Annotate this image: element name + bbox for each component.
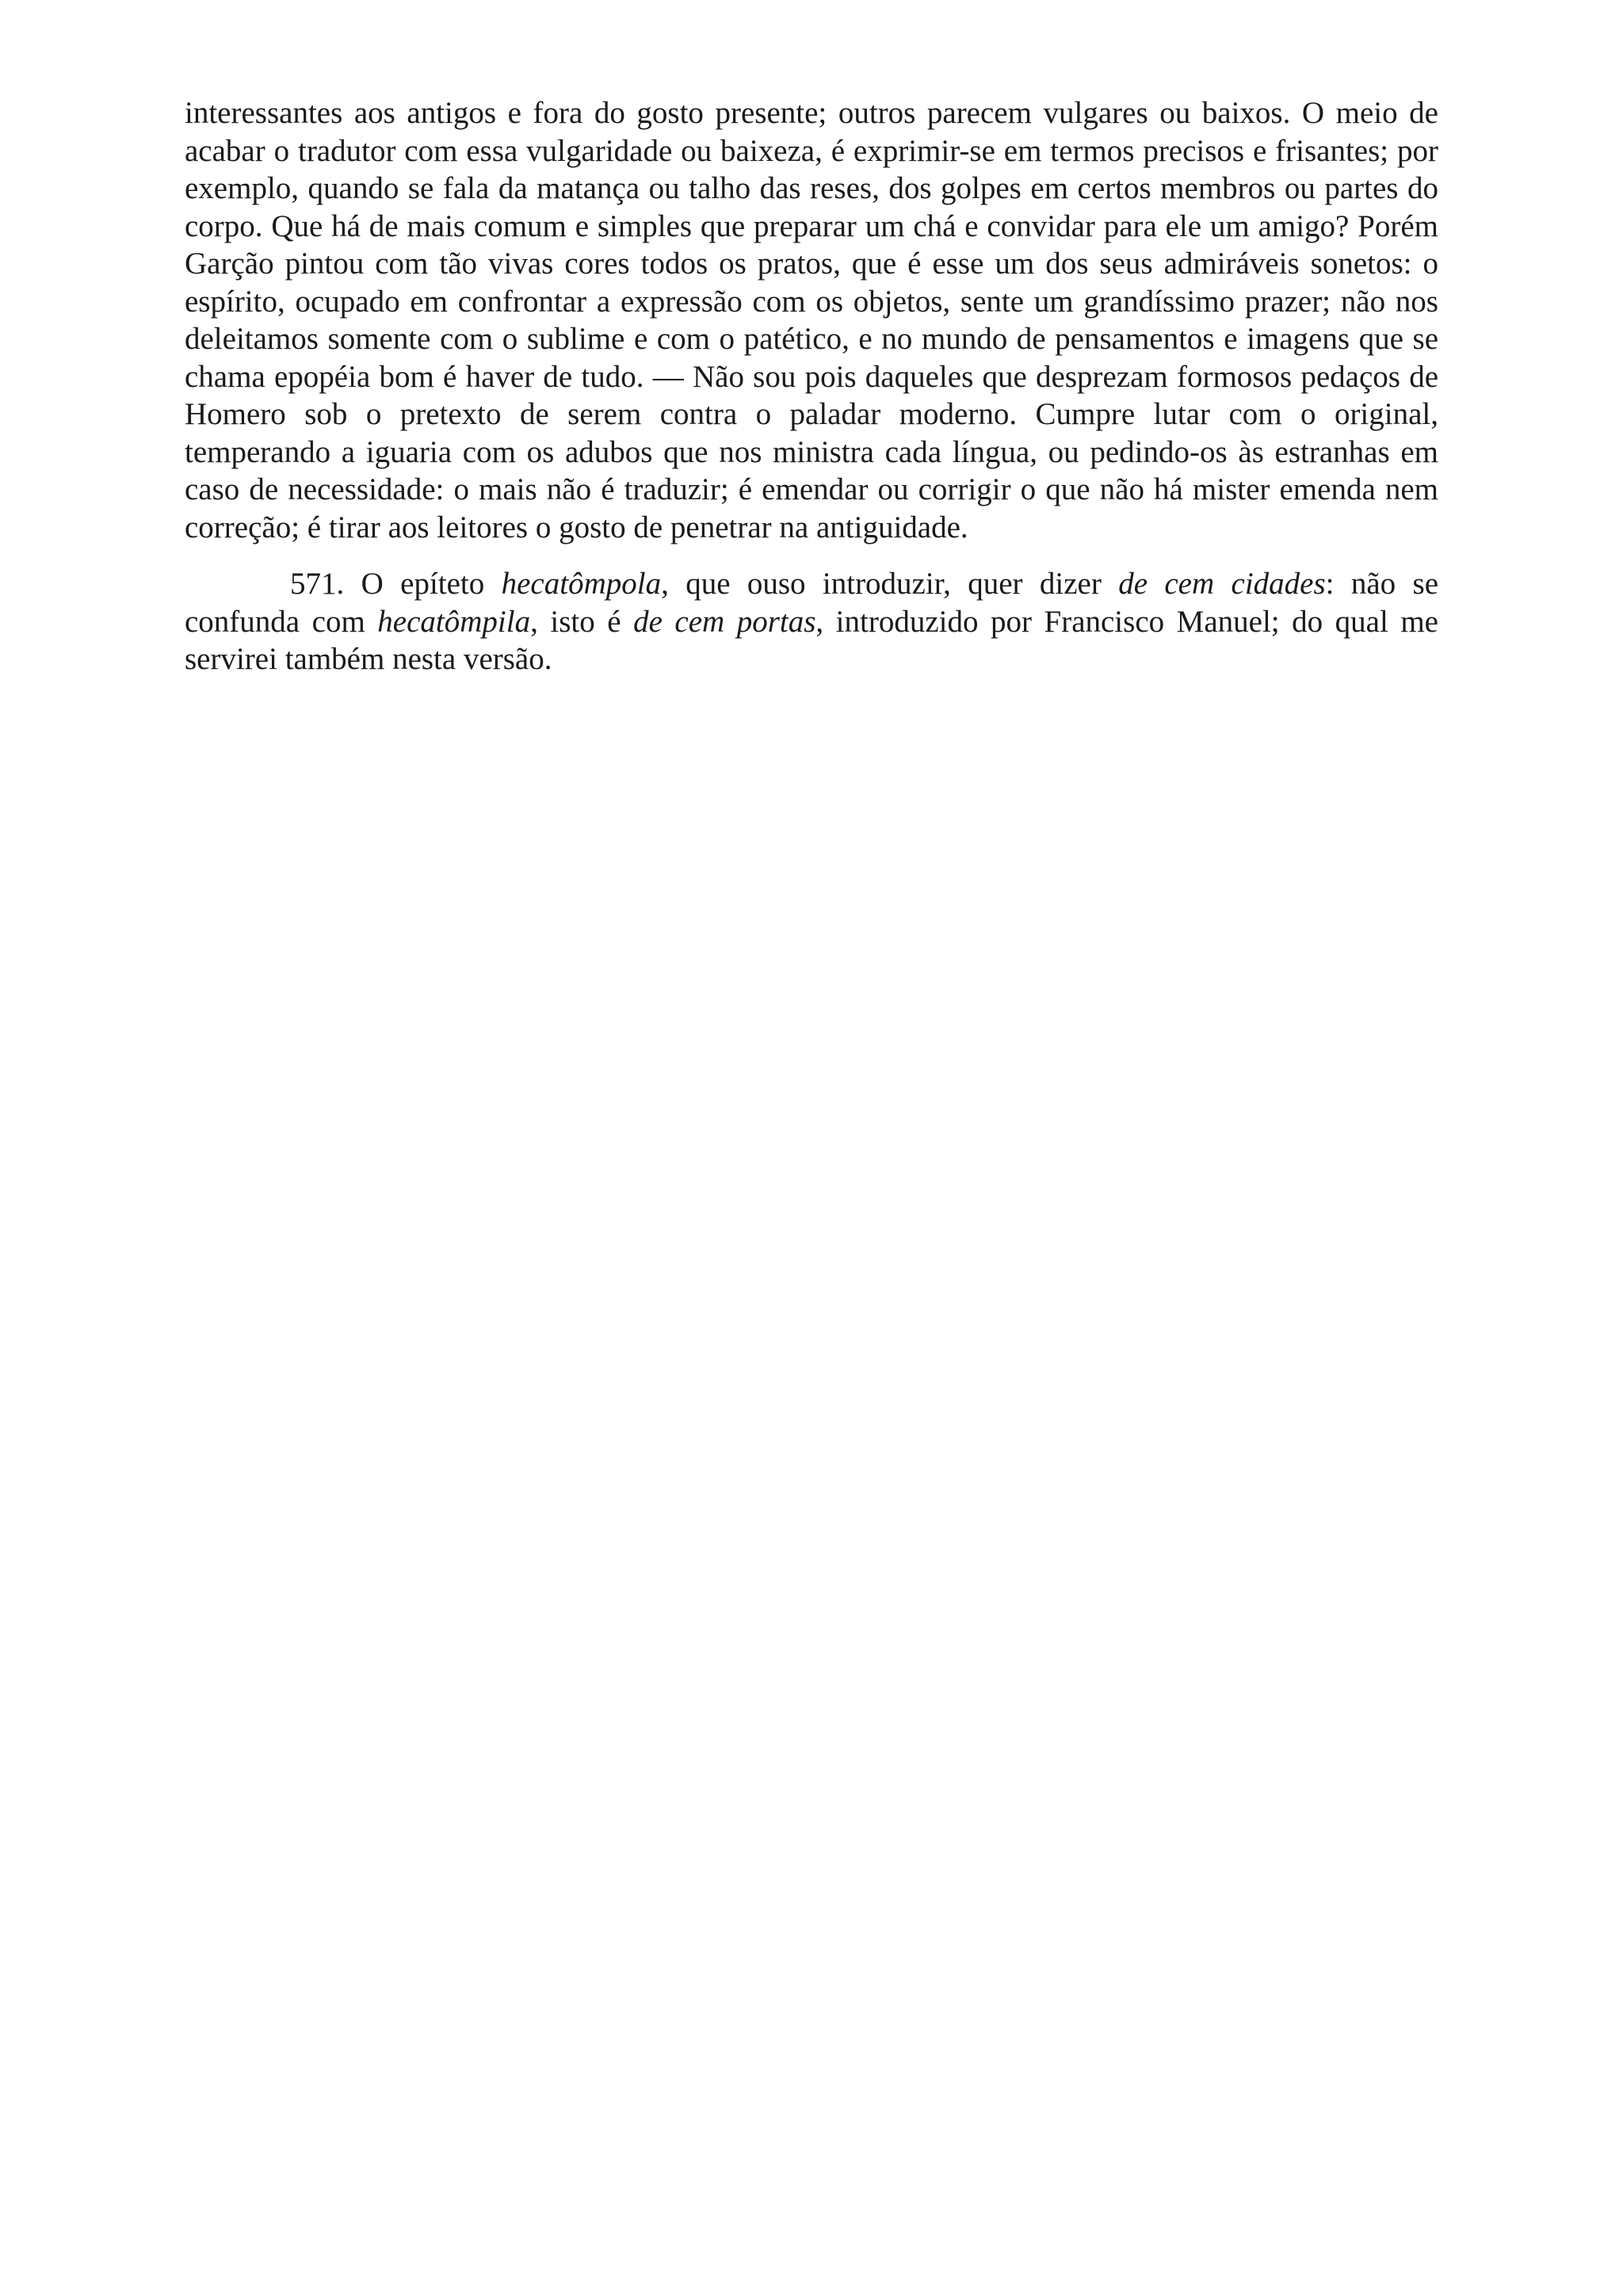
italic-term: hecatômpila xyxy=(377,604,531,639)
italic-term: de cem cidades xyxy=(1118,567,1326,601)
note-text: : não se confunda com xyxy=(185,567,1439,639)
note-text: , introduzido por Francisco Manuel; do qual me servirei também nesta versão. xyxy=(185,604,1438,676)
note-571-paragraph xyxy=(185,565,1438,678)
note-text: , que ouso introduzir, quer dizer xyxy=(661,567,1119,601)
note-text: , isto é xyxy=(530,604,634,639)
text-body xyxy=(185,94,1438,678)
italic-term: hecatômpola xyxy=(501,567,662,601)
paragraph-continuation: interessantes aos antigos e fora do gosto presente; outros parecem vulgares ou baixos. O meio de acabar o tradutor com essa vulgaridade ou baixeza, é exprimir-se em termos precisos e frisantes; por exemplo, quando se fala da matança ou talho das reses, dos golpes em certos membros ou partes do corpo. Que há de mais comum e simples que preparar um chá e convidar para ele um amigo? Porém Garção pintou com tão vivas cores todos os pratos, que é esse um dos seus admiráveis sonetos: o espírito, ocupado em confrontar a expressão com os objetos, sente um grandíssimo prazer; não nos deleitamos somente com o sublime e com o patético, e no mundo de pensamentos e imagens que se chama epopéia bom é haver de tudo. — Não sou pois daqueles que desprezam formosos pedaços de Homero sob o pretexto de serem contra o paladar moderno. Cumpre lutar com o original, temperando a iguaria com os adubos que nos ministra cada língua, ou pedindo-os às estranhas em caso de necessidade: o mais não é traduzir; é emendar ou corrigir o que não há mister emenda nem correção; é tirar aos leitores o gosto de penetrar na antiguidade. xyxy=(185,96,1438,544)
note-text: 571. O epíteto xyxy=(290,567,502,601)
italic-term: de cem portas xyxy=(633,604,816,639)
